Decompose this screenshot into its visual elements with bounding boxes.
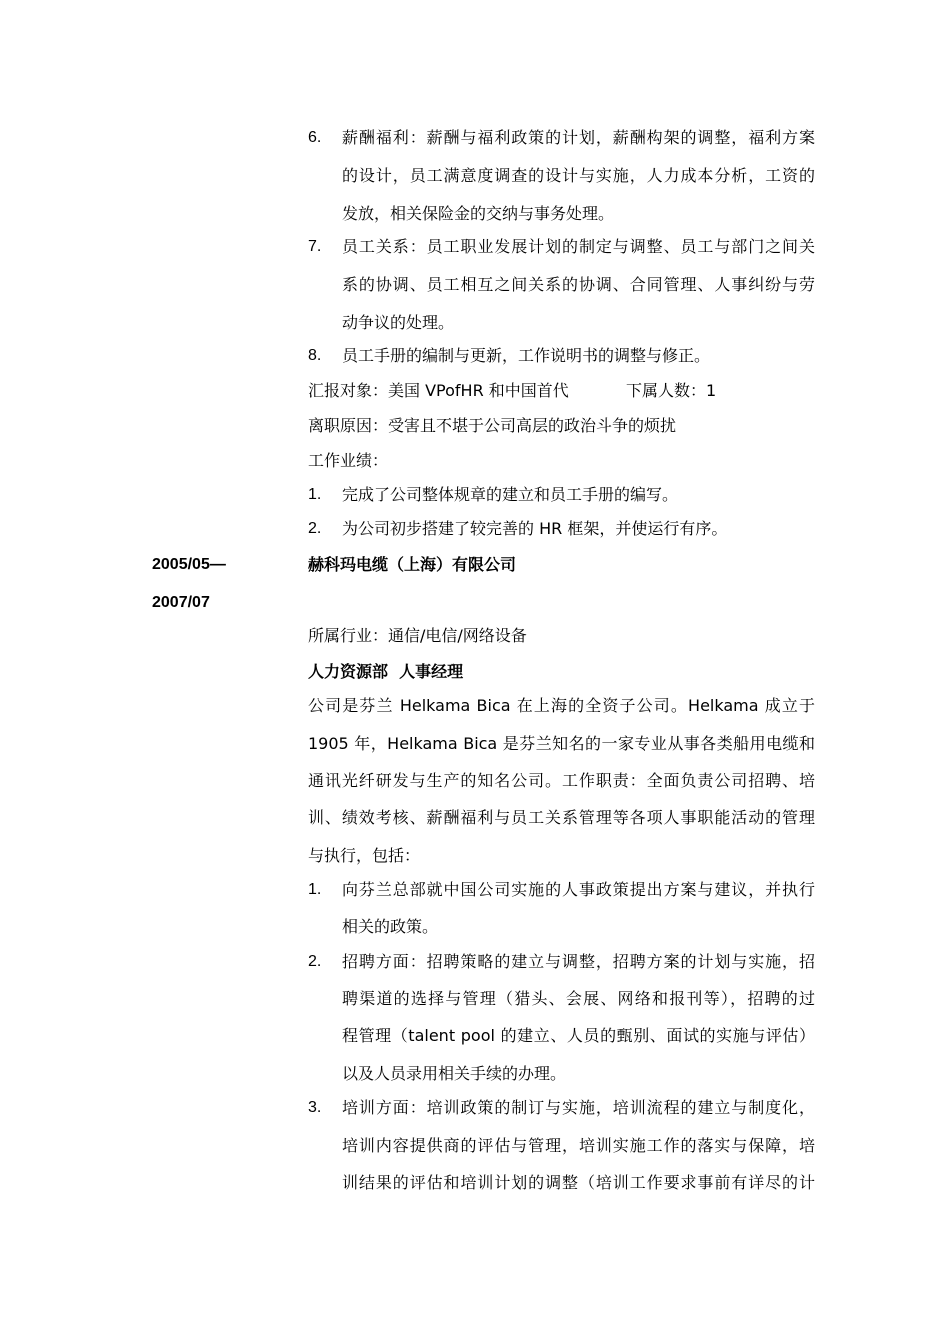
list-number: 3. <box>308 1099 322 1116</box>
duty-text: 程管理（talent pool 的建立、人员的甄别、面试的实施与评估） <box>342 1026 815 1045</box>
duty-text: 相关的政策。 <box>342 917 439 936</box>
list-number: 1. <box>308 881 322 898</box>
list-item-text: 员工手册的编制与更新，工作说明书的调整与修正。 <box>342 346 711 365</box>
list-number: 2. <box>308 953 322 970</box>
leave-reason: 离职原因：受害且不堪于公司高层的政治斗争的烦扰 <box>308 416 677 435</box>
intro-line: 通讯光纤研发与生产的知名公司。工作职责：全面负责公司招聘、培 <box>308 771 815 790</box>
list-number: 6. <box>308 129 322 146</box>
list-item-text: 员工关系：员工职业发展计划的制定与调整、员工与部门之间关 <box>342 237 815 256</box>
duty-text: 以及人员录用相关手续的办理。 <box>342 1064 567 1083</box>
intro-line: 与执行，包括： <box>308 846 421 865</box>
achievement-item: 完成了公司整体规章的建立和员工手册的编写。 <box>342 485 679 504</box>
duty-text: 培训内容提供商的评估与管理，培训实施工作的落实与保障，培 <box>342 1136 815 1155</box>
duty-text: 向芬兰总部就中国公司实施的人事政策提出方案与建议，并执行 <box>342 880 815 899</box>
list-item-text: 的设计，员工满意度调查的设计与实施，人力成本分析，工资的 <box>342 166 815 185</box>
company-name: 赫科玛电缆（上海）有限公司 <box>308 555 517 574</box>
intro-line: 1905 年，Helkama Bica 是芬兰知名的一家专业从事各类船用电缆和 <box>308 734 815 753</box>
list-number: 2. <box>308 520 322 537</box>
achievements-label: 工作业绩： <box>308 451 389 470</box>
list-item-text: 薪酬福利：薪酬与福利政策的计划，薪酬构架的调整，福利方案 <box>342 128 815 147</box>
industry: 所属行业：通信/电信/网络设备 <box>308 626 527 645</box>
list-number: 8. <box>308 347 322 364</box>
intro-line: 训、绩效考核、薪酬福利与员工关系管理等各项人事职能活动的管理 <box>308 808 815 827</box>
report-to: 汇报对象：美国 VPofHR 和中国首代 <box>308 381 569 400</box>
intro-line: 公司是芬兰 Helkama Bica 在上海的全资子公司。Helkama 成立于 <box>308 696 815 715</box>
position-title: 人力资源部 人事经理 <box>308 662 464 681</box>
duty-text: 培训方面：培训政策的制订与实施，培训流程的建立与制度化， <box>342 1098 815 1117</box>
list-number: 7. <box>308 238 322 255</box>
list-number: 1. <box>308 486 322 503</box>
duty-text: 招聘方面：招聘策略的建立与调整，招聘方案的计划与实施，招 <box>342 952 815 971</box>
list-item-text: 系的协调、员工相互之间关系的协调、合同管理、人事纠纷与劳 <box>342 275 815 294</box>
duty-text: 聘渠道的选择与管理（猎头、会展、网络和报刊等），招聘的过 <box>342 989 815 1008</box>
achievement-item: 为公司初步搭建了较完善的 HR 框架，并使运行有序。 <box>342 519 728 538</box>
date-end: 2007/07 <box>152 594 210 611</box>
date-start: 2005/05— <box>152 556 226 573</box>
list-item-text: 发放，相关保险金的交纳与事务处理。 <box>342 204 615 223</box>
list-item-text: 动争议的处理。 <box>342 313 455 332</box>
subordinate-count: 下属人数：1 <box>626 381 717 400</box>
duty-text: 训结果的评估和培训计划的调整（培训工作要求事前有详尽的计 <box>342 1173 815 1192</box>
